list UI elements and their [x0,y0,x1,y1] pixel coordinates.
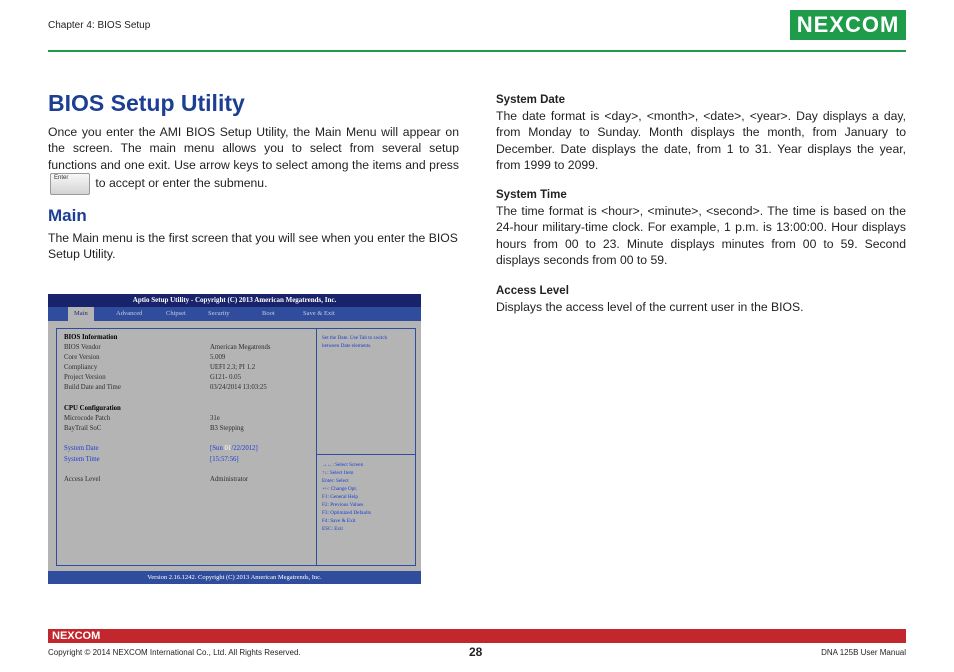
bios-title-bar: Aptio Setup Utility - Copyright (C) 2013 American Megatrends, Inc. [48,294,421,307]
system-date-heading: System Date [496,94,566,106]
chapter-label: Chapter 4: BIOS Setup [48,20,151,31]
bios-row-value: B3 Stepping [210,425,244,432]
bios-key-hint: F3: Optimized Defaults [322,510,371,516]
bios-help-divider [316,454,416,455]
bios-tab-bar [48,307,421,321]
bios-row-value: 31e [210,415,220,422]
bios-help-line: between Date elements. [322,343,372,349]
intro-paragraph [48,124,459,195]
bios-tab-save-exit[interactable]: Save & Exit [303,310,335,317]
system-date-label[interactable]: System Date [64,445,99,452]
bios-row-value: 03/24/2014 13:03:25 [210,384,267,391]
bios-key-hint: ↑↓: Select Item [322,470,354,476]
bios-row-value: G121- 0.05 [210,374,241,381]
access-level-text: Displays the access level of the current user in the BIOS. [496,300,804,314]
bios-key-hint: F2: Previous Values [322,502,364,508]
bios-key-hint: +/-: Change Opt. [322,486,358,492]
bios-key-hint: F1: General Help [322,494,359,500]
bios-row-value: American Megatrends [210,344,271,351]
access-level-label: Access Level [64,476,101,483]
nexcom-logo [790,10,906,40]
bios-key-hint: →←: Select Screen [322,462,364,468]
bios-info-heading: BIOS Information [64,334,118,341]
enter-key-icon: Enter [50,173,90,195]
footer-bar [48,629,906,643]
bios-row-label: Microcode Patch [64,415,111,422]
system-time-text: The time format is <hour>, <minute>, <second>. The time is based on the 24-hour military-time clock. For example, 1 p.m. is 13:00:00. Hour displays hours from 00 to 23. Minute displays minutes from 00 to 59. Second displays seconds from 00 to 59. [496,204,906,267]
intro-text-before: Once you enter the AMI BIOS Setup Utility, the Main Menu will appear on the screen. The main menu allows you to select from several setup functions and one exit. Use arrow keys to select among the items and press [48,125,459,172]
system-time-field[interactable]: [15:57:56] [210,456,239,463]
bios-tab-chipset[interactable]: Chipset [166,310,186,317]
bios-tab-security[interactable]: Security [208,310,230,317]
footer-square-icon [890,629,897,636]
bios-tab-advanced[interactable]: Advanced [116,310,143,317]
cpu-config-heading: CPU Configuration [64,405,121,412]
footer-square-icon [899,636,906,643]
system-date-field[interactable] [210,445,258,452]
bios-tab-boot[interactable]: Boot [262,310,275,317]
bios-row-label: Core Version [64,354,100,361]
bios-row-label: Build Date and Time [64,384,121,391]
bios-vertical-divider [316,328,317,566]
system-date-text: The date format is <day>, <month>, <date>, <year>. Day displays a day, from Monday to Sunday. Month displays the month, from January to December. Date displays the date, from 1 to 31. Year displays the year, from 1999 to 2099. [496,109,906,172]
bios-screenshot [48,294,421,584]
bios-row-value: 5.009 [210,354,226,361]
logo-text: NEXCOM [796,12,900,37]
system-date-post: /22/2012] [231,445,258,452]
footer-logo: NEXCOM [52,630,101,642]
bios-help-line: Set the Date. Use Tab to switch [322,335,388,341]
system-date-selected: 01 [224,445,232,452]
bios-row-label: BIOS Vendor [64,344,101,351]
main-paragraph: The Main menu is the first screen that you will see when you enter the BIOS Setup Utility. [48,231,458,262]
page-title: BIOS Setup Utility [48,90,245,116]
bios-row-label: Compliancy [64,364,98,371]
bios-footer-bar: Version 2.16.1242. Copyright (C) 2013 American Megatrends, Inc. [48,571,421,584]
system-time-heading: System Time [496,189,567,201]
header-divider [48,50,906,52]
system-time-label[interactable]: System Time [64,456,100,463]
copyright-text: Copyright © 2014 NEXCOM International Co., Ltd. All Rights Reserved. [48,648,301,657]
bios-key-hint: ESC: Exit [322,526,343,532]
bios-row-value: UEFI 2.3; PI 1.2 [210,364,256,371]
bios-tab-main[interactable]: Main [68,307,94,321]
intro-text-after: to accept or enter the submenu. [95,176,268,191]
access-level-value: Administrator [210,476,249,483]
manual-name: DNA 125B User Manual [821,648,906,657]
bios-row-label: Project Version [64,374,106,381]
access-level-heading: Access Level [496,285,569,297]
main-heading: Main [48,206,87,225]
bios-key-hint: F4: Save & Exit [322,518,356,524]
bios-row-label: BayTrail SoC [64,425,102,432]
bios-key-hint: Enter: Select [322,478,349,484]
page-number: 28 [469,645,483,659]
system-date-pre: [Sun [210,445,225,452]
